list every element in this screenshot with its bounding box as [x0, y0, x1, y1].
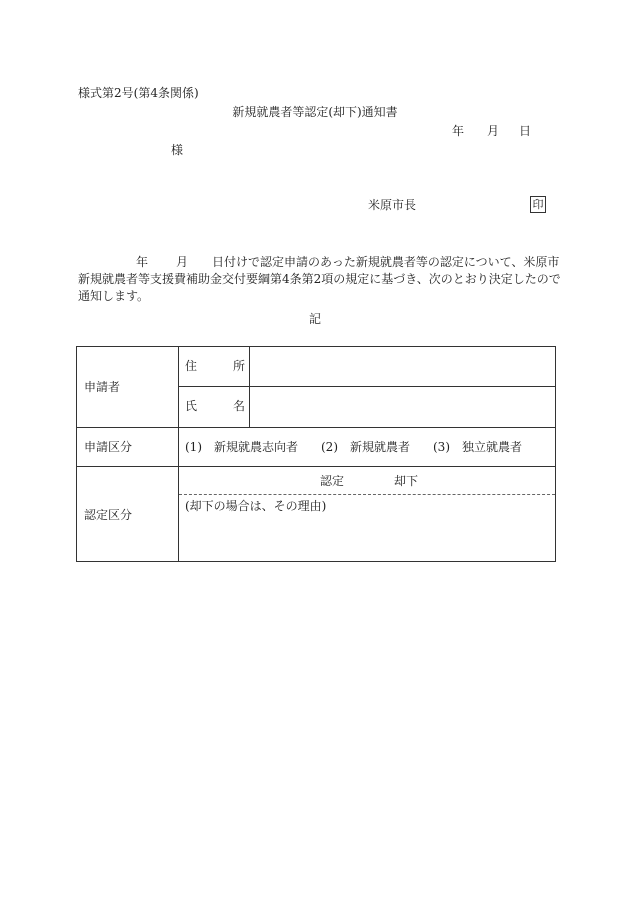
table-row-line — [77, 427, 555, 428]
option-new-farmer: (2) 新規就農者 — [321, 440, 410, 454]
name-label — [185, 399, 245, 413]
address-label-char: 所 — [232, 359, 245, 373]
document-title: 新規就農者等認定(却下)通知書 — [232, 105, 398, 119]
table-divider-main — [178, 347, 179, 561]
approve-option: 認定 — [320, 474, 345, 488]
seal-mark: 印 — [530, 196, 546, 213]
issuer-title: 米原市長 — [368, 198, 417, 212]
option-independent-farmer: (3) 独立就農者 — [433, 440, 522, 454]
body-year-label: 年 — [136, 255, 149, 269]
addressee-suffix: 様 — [171, 143, 184, 157]
body-line-2: 新規就農者等支援費補助金交付要綱第4条第2項の規定に基づき、次のとおり決定したので — [78, 272, 561, 286]
address-label-char: 住 — [185, 359, 198, 373]
body-line-1-text: 日付けで認定申請のあった新規就農者等の認定について、米原市 — [212, 255, 560, 269]
table-divider-sub — [249, 347, 250, 427]
option-aspiring-farmer: (1) 新規就農志向者 — [185, 440, 298, 454]
form-number: 様式第2号(第4条関係) — [78, 86, 199, 100]
applicant-label: 申請者 — [84, 380, 121, 394]
body-line-3: 通知します。 — [78, 289, 150, 303]
date-year-label: 年 — [452, 124, 465, 138]
notice-body — [78, 254, 561, 305]
certification-category-label: 認定区分 — [84, 508, 133, 522]
decision-table — [76, 346, 556, 562]
rejection-reason-note: (却下の場合は、その理由) — [185, 499, 327, 513]
ki-heading: 記 — [308, 312, 321, 326]
body-month-label: 月 — [176, 255, 189, 269]
decision-divider-dashed — [179, 494, 555, 495]
date-day-label: 日 — [519, 124, 532, 138]
table-row-line — [178, 386, 555, 387]
address-label — [185, 359, 245, 373]
name-label-char: 氏 — [185, 399, 198, 413]
date-month-label: 月 — [487, 124, 500, 138]
body-line-1 — [78, 254, 558, 271]
reject-option: 却下 — [394, 474, 419, 488]
name-label-char: 名 — [232, 399, 245, 413]
application-category-label: 申請区分 — [84, 440, 133, 454]
table-row-line — [77, 466, 555, 467]
